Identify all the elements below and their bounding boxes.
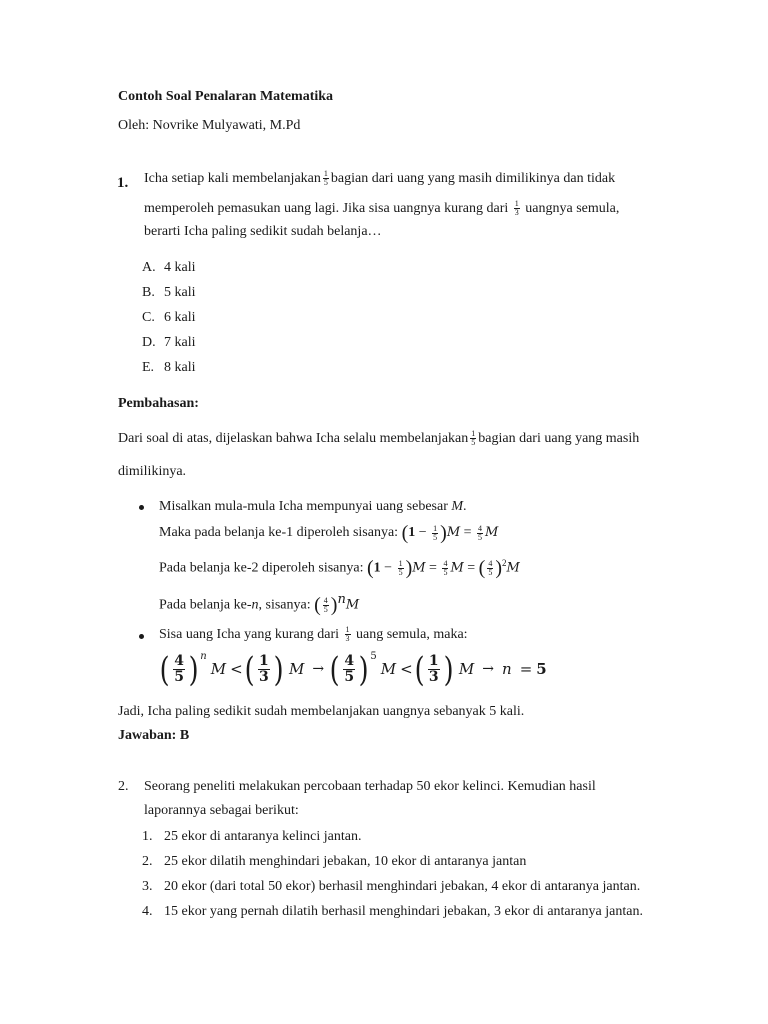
bullet-1-line-4: Pada belanja ke-n, sisanya: ( $\frac{4}{5}$ )nM	[159, 592, 360, 617]
question-2-item: 2. 25 ekor dilatih menghindari jebakan, 10 ekor di antaranya jantan	[142, 854, 527, 869]
question-1-line-3: berarti Icha paling sedikit sudah belanja…	[144, 224, 382, 239]
inequality-formula: ( $\frac{4}{5}$ ) n M < ( $\frac{1}{3}$ ) M → ( $\frac{4}{5}$ ) 5 M < ( $\frac{1}{3}$ ) M → n = 5	[159, 649, 547, 690]
bullet-1-line-3: Pada belanja ke-2 diperoleh sisanya: (1 − $\frac{1}{5}$ )M = $\frac{4}{5}$ M = ( $\frac{4}{5}$ )$^2$M	[159, 557, 520, 580]
bullet-1-line-2: Maka pada belanja ke-1 diperoleh sisanya: (1 − $\frac{1}{5}$ )M = $\frac{4}{5}$ M	[159, 522, 499, 544]
document-author: Oleh: Novrike Mulyawati, M.Pd	[118, 118, 301, 133]
option-d: D. 7 kali	[142, 335, 196, 350]
fraction-one-fifth: $\frac{1}{5}$	[471, 429, 476, 448]
question-2-item: 3. 20 ekor (dari total 50 ekor) berhasil menghindari jebakan, 4 ekor di antaranya jantan.	[142, 879, 641, 894]
arrow-right-icon: →	[312, 660, 325, 677]
fraction-one-fifth: $\frac{1}{5}$	[323, 169, 328, 188]
bullet-icon	[139, 634, 144, 639]
question-2-number: 2.	[118, 779, 129, 794]
question-1-line-1: Icha setiap kali membelanjakan $\frac{1}{5}$ bagian dari uang yang masih dimilikinya dan tidak	[144, 169, 616, 188]
solution-heading: Pembahasan:	[118, 396, 199, 411]
question-2-line-2: laporannya sebagai berikut:	[144, 803, 299, 818]
question-1-line-2: memperoleh pemasukan uang lagi. Jika sisa uangnya kurang dari $\frac{1}{3}$ uangnya semula,	[144, 199, 620, 218]
solution-intro-line-2: dimilikinya.	[118, 464, 187, 479]
solution-intro-line-1: Dari soal di atas, dijelaskan bahwa Icha selalu membelanjakan $\frac{1}{5}$ bagian dari uang yang masih	[118, 429, 640, 448]
question-1-number: 1.	[117, 175, 129, 191]
question-2-item: 4. 15 ekor yang pernah dilatih berhasil menghindari jebakan, 3 ekor di antaranya jantan.	[142, 904, 643, 919]
answer-text: Jawaban: B	[118, 728, 190, 743]
arrow-right-icon: →	[482, 660, 495, 677]
bullet-2-line: Sisa uang Icha yang kurang dari $\frac{1}{3}$ uang semula, maka:	[159, 625, 468, 644]
bullet-1-line-1: Misalkan mula-mula Icha mempunyai uang sebesar M.	[159, 499, 467, 514]
fraction-one-third: $\frac{1}{3}$	[514, 199, 519, 218]
fraction-one-third: $\frac{1}{3}$	[345, 625, 350, 644]
conclusion-text: Jadi, Icha paling sedikit sudah membelanjakan uangnya sebanyak 5 kali.	[118, 704, 525, 719]
question-2-item: 1. 25 ekor di antaranya kelinci jantan.	[142, 829, 362, 844]
bullet-icon	[139, 505, 144, 510]
option-b: B. 5 kali	[142, 285, 196, 300]
document-title: Contoh Soal Penalaran Matematika	[118, 89, 334, 104]
question-2-line-1: Seorang peneliti melakukan percobaan terhadap 50 ekor kelinci. Kemudian hasil	[144, 779, 596, 794]
option-e: E. 8 kali	[142, 360, 196, 375]
option-a: A. 4 kali	[142, 260, 196, 275]
option-c: C. 6 kali	[142, 310, 196, 325]
